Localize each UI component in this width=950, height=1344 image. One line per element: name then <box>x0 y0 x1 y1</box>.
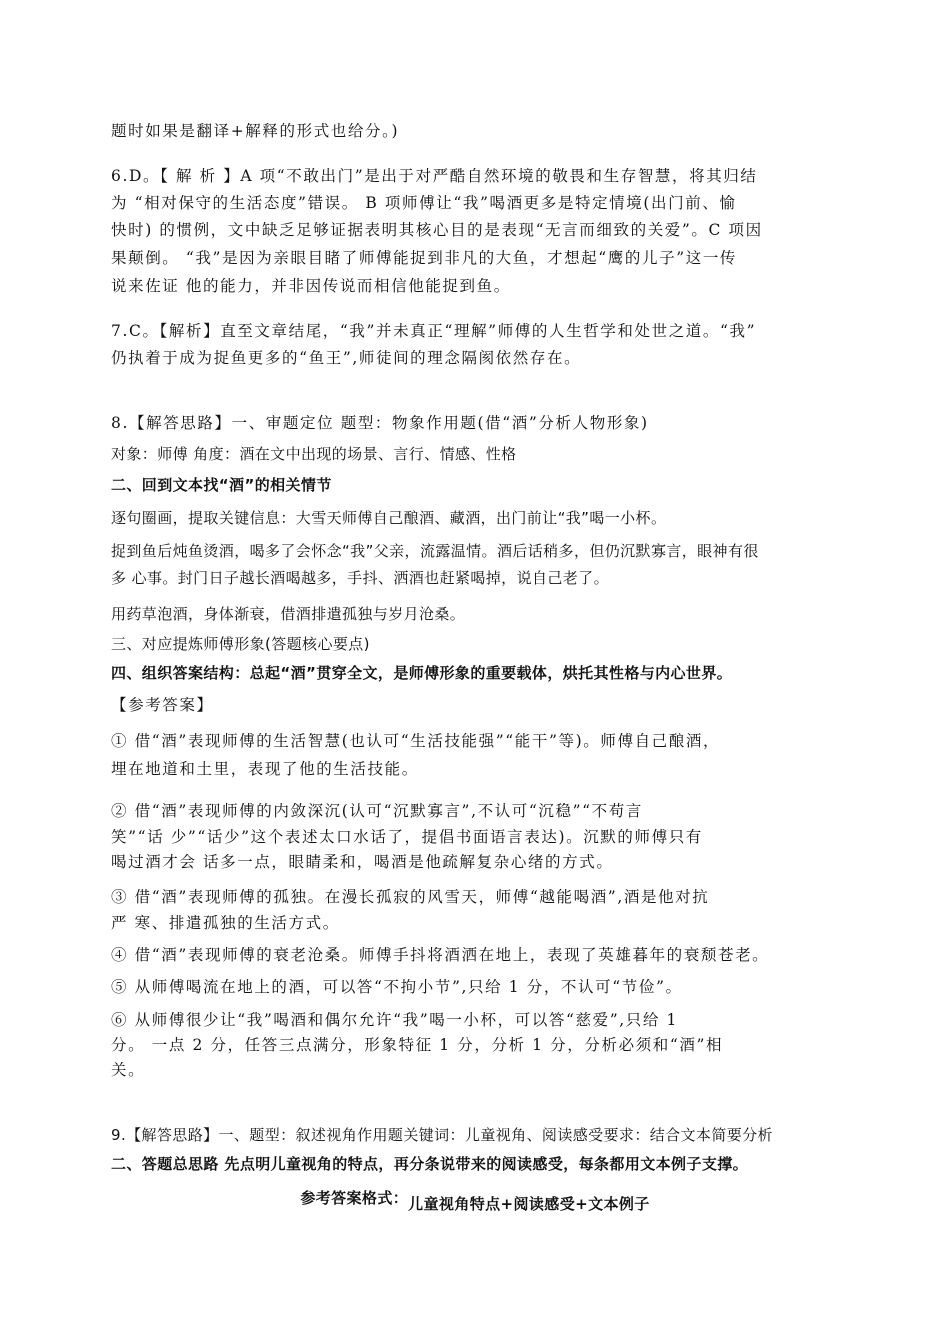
section-heading: 二、答题总思路 先点明儿童视角的特点，再分条说带来的阅读感受，每条都用文本例子支撑。 <box>111 1155 749 1173</box>
answer-format-label: 参考答案格式： <box>300 1189 409 1207</box>
text-line: 关。 <box>111 1061 146 1079</box>
text-line: 捉到鱼后炖鱼烫酒，喝多了会怀念“我”父亲，流露温情。酒后话稍多，但仍沉默寡言，眼神有很 <box>111 542 759 560</box>
text-line: 严 寒、排遣孤独的生活方式。 <box>111 914 340 932</box>
text-line: 笑”“话 少”“话少”这个表述太口水话了，提倡书面语言表达)。沉默的师傅只有 <box>111 828 703 846</box>
answer-point: ⑤ 从师傅喝流在地上的酒，可以答“不拘小节”,只给 1 分，不认可“节俭”。 <box>111 978 683 996</box>
text-line: 题时如果是翻译+解释的形式也给分。) <box>111 122 400 140</box>
text-line: 喝过酒才会 话多一点，眼睛柔和，喝酒是他疏解复杂心绪的方式。 <box>111 853 614 871</box>
text-line: 快时) 的惯例，文中缺乏足够证据表明其核心目的是表现“无言而细致的关爱”。C 项因 <box>111 221 763 239</box>
section-heading: 二、回到文本找“酒”的相关情节 <box>111 476 332 494</box>
text-line: 6.D。【 解 析 】A 项“不敢出门”是出于对严酷自然环境的敬畏和生存智慧，将其归结 <box>111 167 758 185</box>
text-line: 逐句圈画，提取关键信息：大雪天师傅自己酿酒、藏酒，出门前让“我”喝一小杯。 <box>111 509 667 527</box>
text-line: 用药草泡酒，身体渐衰，借酒排遣孤独与岁月沧桑。 <box>111 605 466 623</box>
text-line: 9.【解答思路】一、题型：叙述视角作用题关键词：儿童视角、阅读感受要求：结合文本简要分析 <box>111 1126 773 1144</box>
text-line: 对象：师傅 角度：酒在文中出现的场景、言行、情感、性格 <box>111 445 517 463</box>
text-line: 仍执着于成为捉鱼更多的“鱼王”,师徒间的理念隔阂依然存在。 <box>111 349 582 367</box>
reference-answer-heading: 【参考答案】 <box>111 696 214 714</box>
answer-point: ⑥ 从师傅很少让“我”喝酒和偶尔允许“我”喝一小杯，可以答“慈爱”,只给 1 <box>111 1011 678 1029</box>
answer-point: ② 借“酒”表现师傅的内敛深沉(认可“沉默寡言”,不认可“沉稳”“不苟言 <box>111 802 643 820</box>
text-line: 埋在地道和土里，表现了他的生活技能。 <box>111 760 419 778</box>
answer-point: ① 借“酒”表现师傅的生活智慧(也认可“生活技能强”“能干”等)。师傅自己酿酒， <box>111 732 721 750</box>
section-heading: 四、组织答案结构：总起“酒”贯穿全文，是师傅形象的重要载体，烘托其性格与内心世界。 <box>111 664 733 682</box>
text-line: 8.【解答思路】一、审题定位 题型：物象作用题(借“酒”分析人物形象) <box>111 414 649 432</box>
answer-point: ④ 借“酒”表现师傅的衰老沧桑。师傅手抖将酒洒在地上，表现了英雄暮年的衰颓苍老。 <box>111 946 770 964</box>
text-line: 多 心事。封门日子越长酒喝越多，手抖、洒酒也赶紧喝掉，说自己老了。 <box>111 569 609 587</box>
answer-point: ③ 借“酒”表现师傅的孤独。在漫长孤寂的风雪天，师傅“越能喝酒”,酒是他对抗 <box>111 888 710 906</box>
text-line: 7.C。【解析】直至文章结尾，“我”并未真正“理解”师傅的人生哲学和处世之道。“我” <box>111 322 757 340</box>
text-line: 分。 一点 2 分，任答三点满分，形象特征 1 分，分析 1 分，分析必须和“酒”相 <box>111 1036 724 1054</box>
text-line: 说来佐证 他的能力，并非因传说而相信他能捉到鱼。 <box>111 277 511 295</box>
text-line: 三、对应提炼师傅形象(答题核心要点) <box>111 635 370 653</box>
answer-format-value: 儿童视角特点+阅读感受+文本例子 <box>408 1195 650 1213</box>
text-line: 为 “相对保守的生活态度”错误。 B 项师傅让“我”喝酒更多是特定情境(出门前、愉 <box>111 194 737 212</box>
text-line: 果颠倒。 “我”是因为亲眼目睹了师傅能捉到非凡的大鱼，才想起“鹰的儿子”这一传 <box>111 249 738 267</box>
answer-format-line <box>0 1187 950 1213</box>
